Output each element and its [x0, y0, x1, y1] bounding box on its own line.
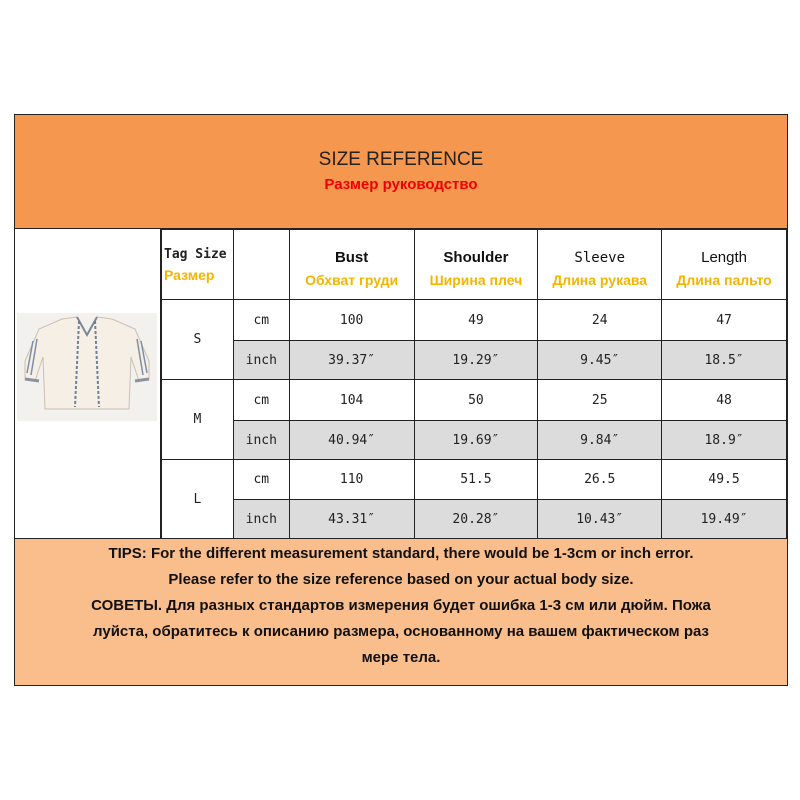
chart-subtitle: Размер руководство: [324, 176, 478, 193]
unit-cell: inch: [233, 421, 289, 460]
tips-line: TIPS: For the different measurement standard, there would be 1-3cm or inch error.: [108, 545, 694, 562]
value-cell: 47: [662, 300, 787, 341]
bust-label: Bust: [334, 249, 369, 266]
tips-line: луйста, обратитесь к описанию размера, основанному на вашем фактическом раз: [93, 623, 709, 640]
unit-cell: inch: [233, 341, 289, 380]
value-cell: 9.45″: [538, 341, 662, 380]
blouse-illustration: [17, 313, 157, 421]
shoulder-label: Shoulder: [443, 249, 509, 266]
table-row: [162, 421, 787, 460]
tips-line: СОВЕТЫ. Для разных стандартов измерения будет ошибка 1-3 см или дюйм. Пожа: [91, 597, 711, 614]
unit-cell: inch: [233, 500, 289, 539]
value-cell: 19.29″: [414, 341, 538, 380]
size-chart-frame: [14, 114, 788, 686]
table-row: [162, 380, 787, 421]
length-label: Length: [701, 249, 747, 266]
value-cell: 51.5: [414, 460, 538, 500]
tips-panel: [15, 538, 787, 685]
length-header: [662, 230, 787, 300]
tips-line: мере тела.: [361, 649, 441, 666]
length-label-ru: Длина пальто: [676, 272, 772, 288]
value-cell: 48: [662, 380, 787, 421]
shoulder-label-ru: Ширина плеч: [429, 272, 523, 288]
value-cell: 24: [538, 300, 662, 341]
value-cell: 100: [289, 300, 414, 341]
value-cell: 49: [414, 300, 538, 341]
size-table: [161, 229, 787, 539]
unit-cell: cm: [233, 380, 289, 421]
shoulder-header: [414, 230, 538, 300]
unit-cell: cm: [233, 300, 289, 341]
size-cell: M: [162, 380, 234, 460]
sleeve-label-ru: Длина рукава: [552, 271, 648, 288]
chart-header: [15, 115, 787, 229]
tag-size-label: Tag Size: [164, 246, 227, 262]
chart-title: SIZE REFERENCE: [318, 149, 484, 170]
sleeve-header: [538, 230, 662, 300]
value-cell: 43.31″: [289, 500, 414, 539]
value-cell: 50: [414, 380, 538, 421]
sleeve-label: Sleeve: [574, 249, 625, 266]
table-row: [162, 500, 787, 539]
size-cell: L: [162, 460, 234, 539]
tag-size-label-ru: Размер: [164, 266, 215, 283]
size-cell: S: [162, 300, 234, 380]
value-cell: 9.84″: [538, 421, 662, 460]
value-cell: 40.94″: [289, 421, 414, 460]
tag-size-header: [162, 230, 234, 300]
value-cell: 104: [289, 380, 414, 421]
value-cell: 19.69″: [414, 421, 538, 460]
value-cell: 10.43″: [538, 500, 662, 539]
unit-cell: cm: [233, 460, 289, 500]
product-photo: [15, 229, 161, 538]
value-cell: 18.5″: [662, 341, 787, 380]
value-cell: 20.28″: [414, 500, 538, 539]
table-row: [162, 460, 787, 500]
bust-label-ru: Обхват груди: [305, 272, 399, 288]
value-cell: 19.49″: [662, 500, 787, 539]
tips-line: Please refer to the size reference based on your actual body size.: [168, 571, 634, 588]
value-cell: 49.5: [662, 460, 787, 500]
value-cell: 18.9″: [662, 421, 787, 460]
value-cell: 39.37″: [289, 341, 414, 380]
value-cell: 26.5: [538, 460, 662, 500]
table-row: [162, 341, 787, 380]
unit-header: [233, 230, 289, 300]
value-cell: 110: [289, 460, 414, 500]
table-row: [162, 300, 787, 341]
value-cell: 25: [538, 380, 662, 421]
bust-header: [289, 230, 414, 300]
